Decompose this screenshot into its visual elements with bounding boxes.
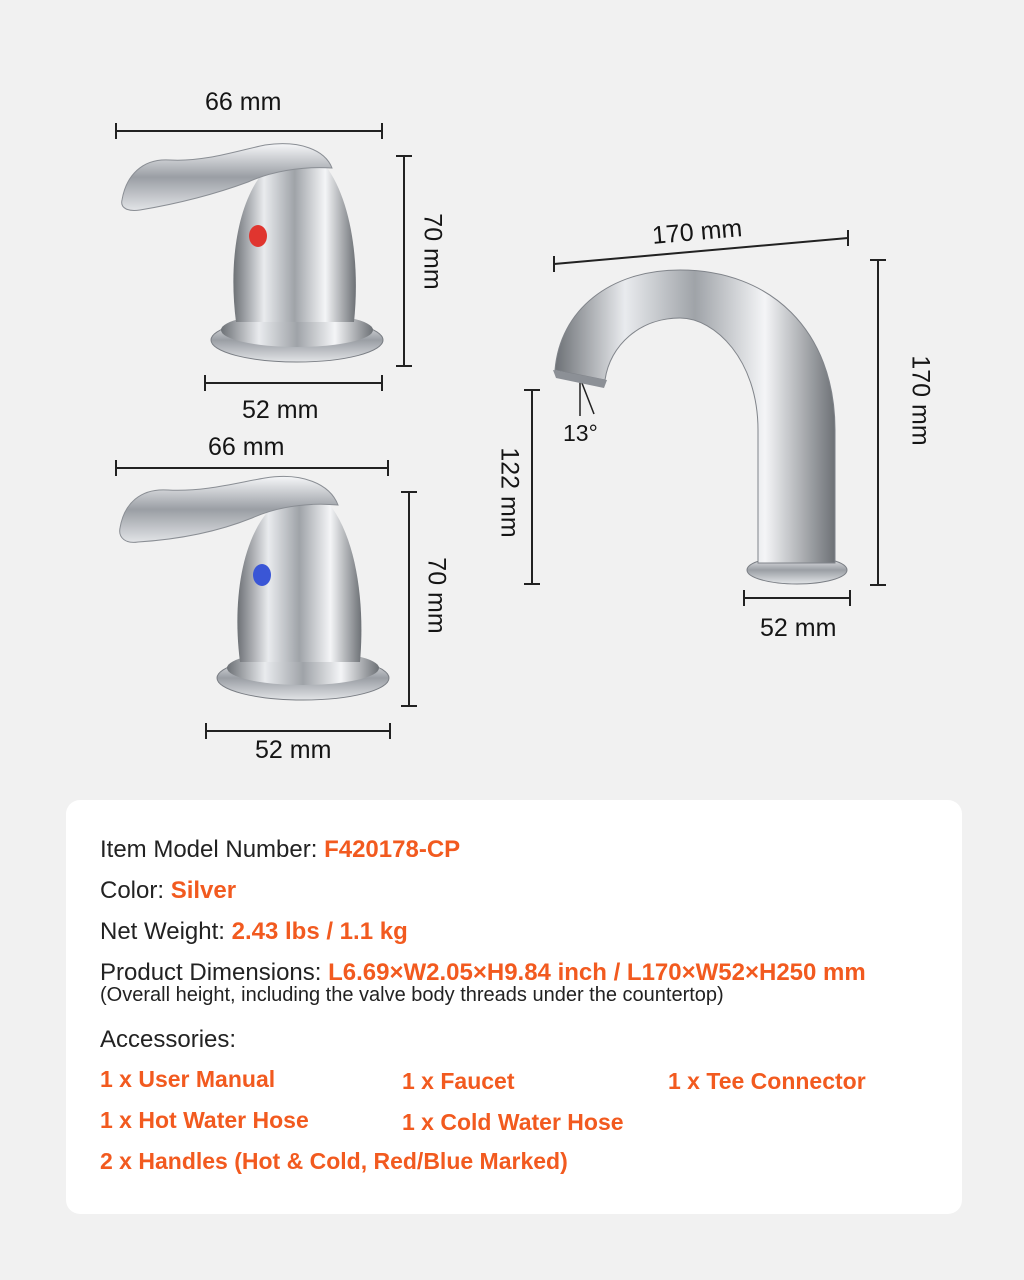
dimensions-note: (Overall height, including the valve body threads under the countertop) xyxy=(100,984,724,1006)
hot-handle-width-label: 66 mm xyxy=(205,88,282,116)
net-weight-label: Net Weight: xyxy=(100,918,232,945)
cold-handle-width-label: 66 mm xyxy=(208,433,285,461)
accessory-user-manual: 1 x User Manual xyxy=(100,1066,276,1092)
spout-outlet-height-label: 122 mm xyxy=(495,447,524,538)
accessory-tee-connector: 1 x Tee Connector xyxy=(668,1068,866,1094)
color-value: Silver xyxy=(170,877,237,904)
product-dimensions-value: L6.69×W2.05×H9.84 inch / L170×W52×H250 mm xyxy=(328,959,866,986)
hot-handle-base-label: 52 mm xyxy=(242,396,319,424)
accessory-faucet: 1 x Faucet xyxy=(402,1068,515,1094)
model-number-value: F420178-CP xyxy=(324,836,461,863)
spec-card xyxy=(66,800,962,1214)
model-number-row xyxy=(100,836,460,864)
product-dimensions-row xyxy=(100,959,866,987)
cold-handle-base-label: 52 mm xyxy=(255,736,332,764)
color-row xyxy=(100,877,236,905)
net-weight-row xyxy=(100,918,408,946)
cold-handle-height-label: 70 mm xyxy=(422,557,451,634)
accessory-cold-water-hose: 1 x Cold Water Hose xyxy=(402,1109,624,1135)
spout-angle-label: 13° xyxy=(563,420,598,446)
accessory-handles: 2 x Handles (Hot & Cold, Red/Blue Marked) xyxy=(100,1148,568,1174)
spout-reach-label: 170 mm xyxy=(650,214,744,250)
color-label: Color: xyxy=(100,877,171,904)
product-dimensions-label: Product Dimensions: xyxy=(100,959,329,986)
accessories-title: Accessories: xyxy=(100,1026,237,1053)
spout-base-label: 52 mm xyxy=(760,614,837,642)
spout-height-label: 170 mm xyxy=(906,355,935,446)
cold-marker-icon xyxy=(253,564,271,586)
net-weight-value: 2.43 lbs / 1.1 kg xyxy=(231,918,408,945)
hot-handle-height-label: 70 mm xyxy=(418,213,447,290)
accessory-hot-water-hose: 1 x Hot Water Hose xyxy=(100,1107,309,1133)
model-number-label: Item Model Number: xyxy=(100,836,325,863)
cold-handle-image xyxy=(120,476,389,700)
hot-marker-icon xyxy=(249,225,267,247)
hot-handle-image xyxy=(122,144,383,362)
